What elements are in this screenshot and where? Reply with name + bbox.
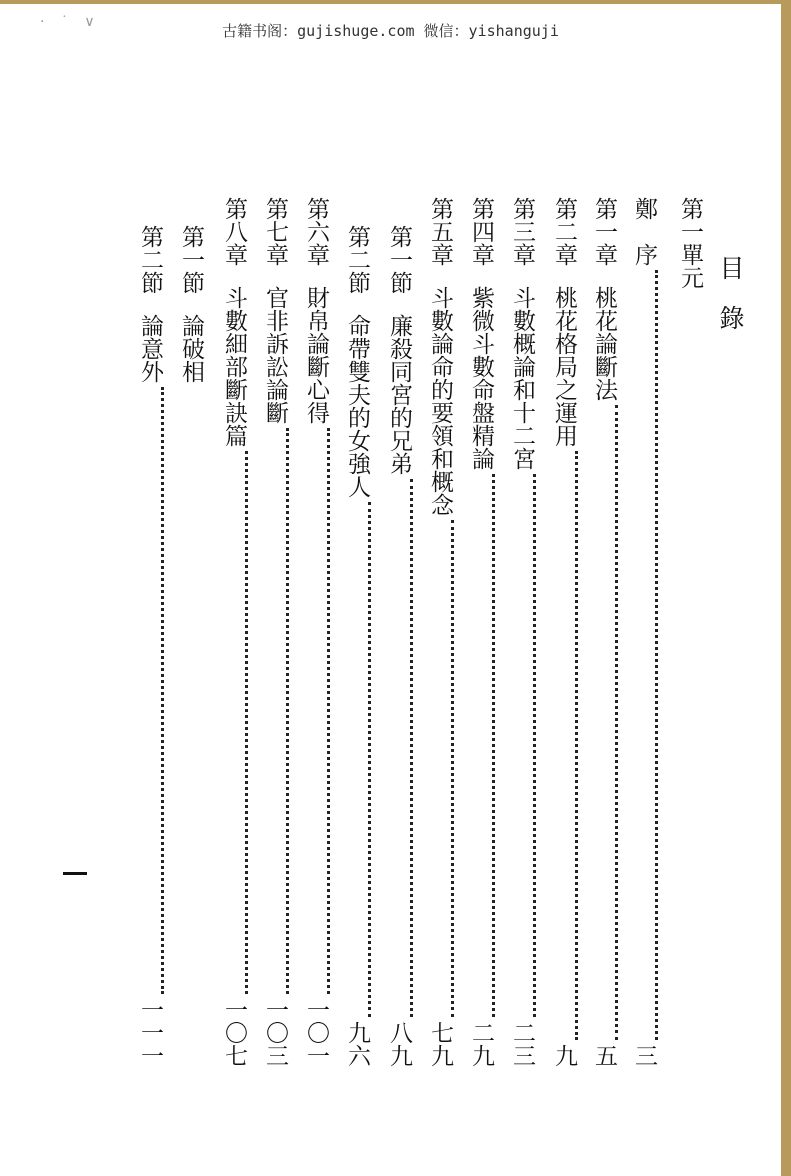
entry-number: 第二節 [137,225,163,294]
toc-entry [261,197,289,1067]
leader-dots [286,428,289,994]
scan-specks: · ˙ ∨ [40,14,101,30]
leader-dots [575,451,578,1040]
entry-title: 斗數細部斷訣篇 [221,286,247,447]
toc-entry [220,197,248,1067]
toc-entry [302,197,330,1067]
entry-number: 第一節 [178,225,204,294]
unit-heading-text: 第一單元 [677,197,703,289]
folio-number [63,872,87,875]
watermark-text: 古籍书阁：gujishuge.com 微信：yishanguji [222,22,559,40]
leader-dots [655,270,658,1040]
leader-dots [451,520,454,1017]
leader-dots [410,479,413,1017]
toc-entry [590,197,618,1067]
entry-number: 第六章 [303,197,329,266]
page-number: 五 [591,1044,617,1067]
page-number: 一〇三 [262,998,288,1067]
unit-heading [676,197,704,317]
page-border-top [0,0,791,4]
entry-title: 斗數論命的要領和概念 [427,286,453,516]
toc-entry-preface [630,197,658,1067]
preface-label: 鄭 序 [631,197,657,266]
entry-title: 論破相 [178,314,204,383]
page-number: 九六 [344,1021,370,1067]
leader-dots [245,451,248,994]
leader-dots [327,428,330,994]
leader-dots [368,502,371,1017]
page-number: 三 [631,1044,657,1067]
toc-title [716,255,744,345]
toc-entry [426,197,454,1067]
page-number: 九 [551,1044,577,1067]
page-number: 七九 [427,1021,453,1067]
entry-number: 第五章 [427,197,453,266]
entry-title: 紫微斗數命盤精論 [468,286,494,470]
entry-number: 第八章 [221,197,247,266]
leader-dots [161,387,164,994]
entry-number: 第一節 [386,225,412,294]
entry-title: 桃花格局之運用 [551,286,577,447]
entry-title: 廉殺同宮的兄弟 [386,314,412,475]
toc-entry [177,225,205,415]
entry-number: 第二節 [344,225,370,294]
entry-title: 官非訴訟論斷 [262,286,288,424]
toc-entry [343,225,371,1067]
entry-number: 第四章 [468,197,494,266]
entry-number: 第三章 [509,197,535,266]
page-number: 八九 [386,1021,412,1067]
page-number: 二九 [468,1021,494,1067]
page-number: 二三 [509,1021,535,1067]
entry-title: 桃花論斷法 [591,286,617,401]
toc-entry [136,225,164,1067]
entry-number: 第一章 [591,197,617,266]
toc-entry [550,197,578,1067]
page-number: 一〇一 [303,998,329,1067]
entry-title: 命帶雙夫的女強人 [344,314,370,498]
leader-dots [492,474,495,1017]
entry-number: 第二章 [551,197,577,266]
page-border-right [781,0,791,1176]
toc-entry [467,197,495,1067]
toc-entry [508,197,536,1067]
entry-number: 第七章 [262,197,288,266]
leader-dots [615,405,618,1040]
entry-title: 斗數概論和十二宮 [509,286,535,470]
entry-title: 財帛論斷心得 [303,286,329,424]
toc-title-text: 目 錄 [716,255,745,330]
page-number: 一一一 [137,998,163,1067]
page-number: 一〇七 [221,998,247,1067]
leader-dots [533,474,536,1017]
toc-entry [385,225,413,1067]
entry-title: 論意外 [137,314,163,383]
